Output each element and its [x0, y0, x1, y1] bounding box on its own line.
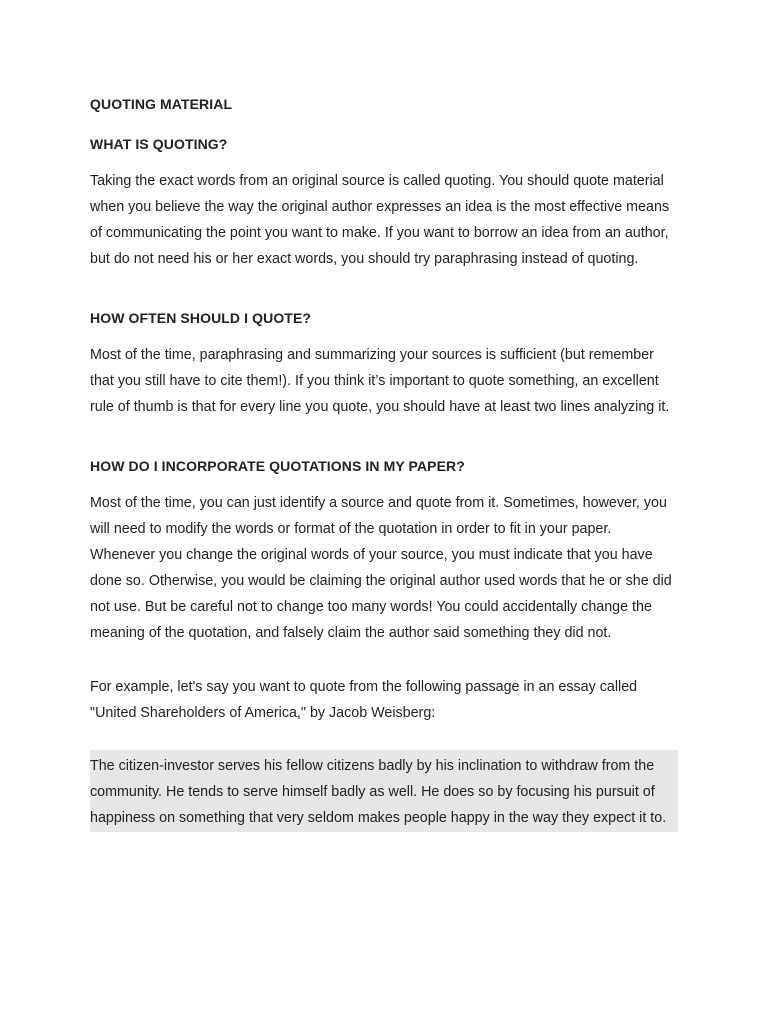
paragraph-incorporate: Most of the time, you can just identify a source and quote from it. Sometimes, however, you will need to modify the words or format of the quotation in order to fit in your paper. Whenever you change the original words of your source, you must indicate that you have done so. Otherwise, you would be claiming the original author used words that he or she did not use. But be careful not to change too many words! You could accidentally change the meaning of the quotation, and falsely claim the author said something they did not.	[90, 495, 672, 641]
document-page	[90, 94, 680, 832]
section-heading-what-is-quoting: WHAT IS QUOTING?	[90, 136, 228, 152]
section-heading-how-often: HOW OFTEN SHOULD I QUOTE?	[90, 310, 312, 326]
paragraph-example-intro: For example, let's say you want to quote from the following passage in an essay called "United Shareholders of America," by Jacob Weisberg:	[90, 679, 638, 721]
document-title: QUOTING MATERIAL	[90, 96, 233, 112]
blockquote-passage	[90, 750, 678, 832]
section-heading-incorporate: HOW DO I INCORPORATE QUOTATIONS IN MY PAPER?	[90, 458, 465, 474]
blockquote-text: The citizen-investor serves his fellow citizens badly by his inclination to withdraw from the community. He tends to serve himself badly as well. He does so by focusing his pursuit of happiness on something that very seldom makes people happy in the way they expect it to.	[90, 758, 667, 826]
paragraph-what-is-quoting: Taking the exact words from an original source is called quoting. You should quote material when you believe the way the original author expresses an idea is the most effective means of communicating the point you want to make. If you want to borrow an idea from an author, but do not need his or her exact words, you should try paraphrasing instead of quoting.	[90, 173, 670, 267]
paragraph-how-often: Most of the time, paraphrasing and summarizing your sources is sufficient (but remember that you still have to cite them!). If you think it’s important to quote something, an excellent rule of thumb is that for every line you quote, you should have at least two lines analyzing it.	[90, 347, 670, 415]
